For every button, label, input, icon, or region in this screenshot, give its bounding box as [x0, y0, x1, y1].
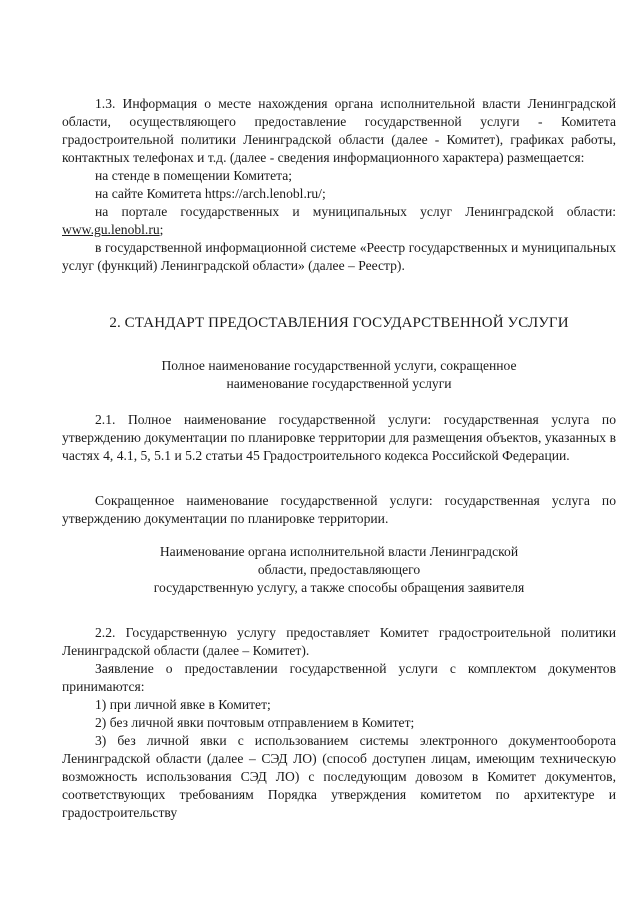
paragraph-2-1-block [62, 411, 616, 465]
paragraph-short-name: Сокращенное наименование государственной услуги: государственная услуга по утверждению документации по планировке территории. [62, 493, 616, 526]
portal-link[interactable]: www.gu.lenobl.ru [62, 222, 160, 237]
list-item-personal: 1) при личной явке в Комитет; [95, 697, 271, 712]
list-item-electronic: 3) без личной явки с использованием системы электронного документооборота Ленинградской области (далее – СЭД ЛО) (способ доступен лицам, имеющим техническую возможность использования СЭД ЛО) с последующим довозом в Комитет документов, соответствующих требованиям Порядка утверждения комитетом по архитектуре и градостроительству [62, 733, 616, 820]
paragraph-application: Заявление о предоставлении государственной услуги с комплектом документов принимаются: [62, 661, 616, 694]
placement-item-portal [62, 203, 616, 239]
subheading-service-name [62, 357, 616, 393]
subheading-authority-line2: области, предоставляющего [257, 562, 421, 577]
list-item-post: 2) без личной явки почтовым отправлением в Комитет; [95, 715, 415, 730]
placement-item-stand: на стенде в помещении Комитета; [95, 168, 293, 183]
subheading-authority [62, 543, 616, 597]
portal-text: на портале государственных и муниципальных услуг Ленинградской области: [95, 204, 616, 219]
subheading-authority-line1: Наименование органа исполнительной власти Ленинградской [159, 544, 519, 559]
placement-item-site: на сайте Комитета https://arch.lenobl.ru/; [95, 186, 326, 201]
section-2-title: 2. СТАНДАРТ ПРЕДОСТАВЛЕНИЯ ГОСУДАРСТВЕННОЙ УСЛУГИ [109, 315, 569, 331]
paragraph-2-2: 2.2. Государственную услугу предоставляет Комитет градостроительной политики Ленинградской области (далее – Комитет). [62, 625, 616, 658]
paragraph-2-1: 2.1. Полное наименование государственной услуги: государственная услуга по утверждению документации по планировке территории для размещения объектов, указанных в частях 4, 4.1, 5, 5.1 и 5.2 статьи 45 Градостроительного кодекса Российской Федерации. [62, 412, 616, 463]
section-2-2 [62, 624, 616, 822]
subheading-service-name-line1: Полное наименование государственной услуги, сокращенное [161, 358, 517, 373]
placement-item-registry: в государственной информационной системе «Реестр государственных и муниципальных услуг (функций) Ленинградской области» (далее – Реестр). [62, 240, 616, 273]
subheading-service-name-line2: наименование государственной услуги [226, 376, 452, 391]
paragraph-1-3: 1.3. Информация о месте нахождения органа исполнительной власти Ленинградской области, осуществляющего предоставление государственной услуги - Комитета градостроительной политики Ленинградской области (далее - Комитет), графиках работы, контактных телефонах и т.д. (далее - сведения информационного характера) размещается: [62, 96, 616, 165]
portal-suffix: ; [159, 222, 164, 237]
section-1-3 [62, 95, 616, 275]
paragraph-short-name-block [62, 492, 616, 528]
subheading-authority-line3: государственную услугу, а также способы обращения заявителя [153, 580, 525, 595]
